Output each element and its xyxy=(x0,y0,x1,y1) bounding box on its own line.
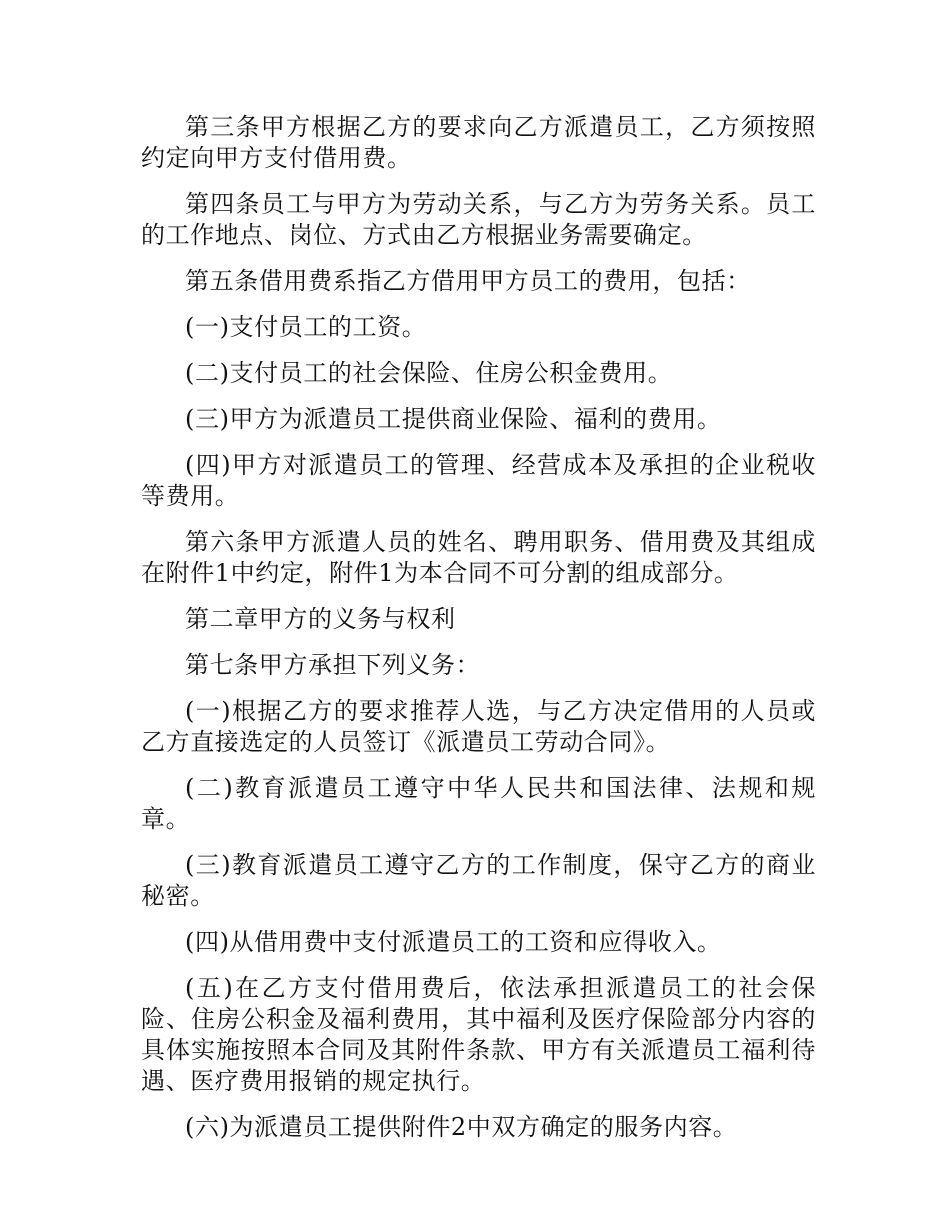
paragraph-item-2: (二)支付员工的社会保险、住房公积金费用。 xyxy=(185,359,673,387)
chapter-heading: 第二章甲方的义务与权利 xyxy=(185,605,456,633)
paragraph-article-4: 第四条员工与甲方为劳动关系，与乙方为劳务关系。员工的工作地点、岗位、方式由乙方根据业务需要确定。 xyxy=(141,190,816,249)
paragraph-obligation-6: (六)为派遣员工提供附件2中双方确定的服务内容。 xyxy=(185,1113,738,1141)
paragraph-article-5: 第五条借用费系指乙方借用甲方员工的费用，包括： xyxy=(185,267,751,295)
paragraph-obligation-2: (二)教育派遣员工遵守中华人民共和国法律、法规和规章。 xyxy=(141,774,816,833)
document-page xyxy=(141,112,816,1158)
paragraph-item-4: (四)甲方对派遣员工的管理、经营成本及承担的企业税收等费用。 xyxy=(141,451,816,510)
paragraph-obligation-1: (一)根据乙方的要求推荐人选，与乙方决定借用的人员或乙方直接选定的人员签订《派遣员工劳动合同》。 xyxy=(141,697,816,756)
paragraph-article-6: 第六条甲方派遣人员的姓名、聘用职务、借用费及其组成在附件1中约定，附件1为本合同不可分割的组成部分。 xyxy=(141,528,816,587)
paragraph-obligation-5: (五)在乙方支付借用费后，依法承担派遣员工的社会保险、住房公积金及福利费用，其中福利及医疗保险部分内容的具体实施按照本合同及其附件条款、甲方有关派遣员工福利待遇、医疗费用报销的规定执行。 xyxy=(141,974,816,1095)
paragraph-article-7: 第七条甲方承担下列义务： xyxy=(185,651,481,679)
paragraph-item-1: (一)支付员工的工资。 xyxy=(185,313,427,341)
paragraph-item-3: (三)甲方为派遣员工提供商业保险、福利的费用。 xyxy=(185,405,722,433)
paragraph-obligation-3: (三)教育派遣员工遵守乙方的工作制度，保守乙方的商业秘密。 xyxy=(141,851,816,910)
paragraph-article-3: 第三条甲方根据乙方的要求向乙方派遣员工，乙方须按照约定向甲方支付借用费。 xyxy=(141,113,816,172)
paragraph-obligation-4: (四)从借用费中支付派遣员工的工资和应得收入。 xyxy=(185,928,722,956)
